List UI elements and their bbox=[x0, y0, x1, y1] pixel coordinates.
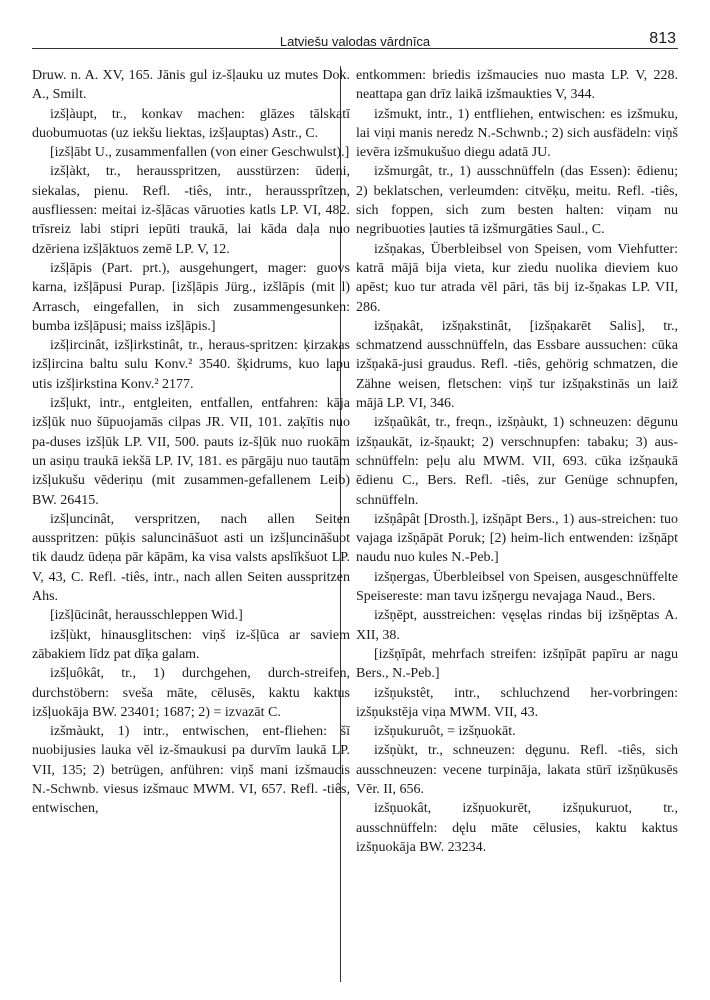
dictionary-entry: izšļircinât, izšļirkstinât, tr., heraus-spritzen: ķirzakas izšļircina baltu sulu Konv.² 3540. šķidrums, kuo lapu utis izšļirkstina Konv.² 2177. bbox=[32, 338, 350, 392]
dictionary-entry: izšņuokât, izšņuokurēt, izšņukuruot, tr., ausschnüffeln: dęlu māte cēlusies, kaktu kaktus izšņuokāja BW. 23234. bbox=[356, 801, 678, 855]
dictionary-entry: Druw. n. A. XV, 165. Jānis gul iz-šļauku uz mutes Dok. A., Smilt. bbox=[32, 68, 350, 103]
dictionary-entry: izšņùkt, tr., schneuzen: dęgunu. Refl. -tiês, sich ausschneuzen: vecene turpināja, lakata stūrī izšņūkusēs Vēr. II, 656. bbox=[356, 743, 678, 797]
dictionary-entry: izšņakât, izšņakstinât, [izšņakarēt Salis], tr., schmatzend ausschnüffeln, das Essbare aussuchen: cūka izšņakā-jusi graudus. Refl. -tiês, gehörig schmatzen, die Zähne weisen, fletschen: viņš tur izšņakstinās un laiž mājā LP. VI, 346. bbox=[356, 318, 678, 412]
dictionary-entry: izšņakas, Überbleibsel von Speisen, vom Viehfutter: katrā mājā bija vieta, kur ziedu nuolika dieviem kuo apēst; kuo tur atrada vēl pāri, tās bij iz-šņakas LP. VII, 286. bbox=[356, 241, 678, 315]
dictionary-entry: izšņukstêt, intr., schluchzend her-vorbringen: izšņukstēja viņa MWM. VII, 43. bbox=[356, 685, 678, 720]
dictionary-entry: [izšļābt U., zusammenfallen (von einer Geschwulst).] bbox=[50, 145, 350, 161]
running-title: Latviešu valodas vārdnīca bbox=[279, 34, 431, 49]
dictionary-entry: izšļùkt, hinausglitschen: viņš iz-šļūca ar saviem zābakiem līdz pat dīķa galam. bbox=[32, 627, 350, 662]
left-column bbox=[32, 66, 350, 992]
page-number: 813 bbox=[649, 30, 676, 47]
dictionary-entry: izšļàupt, tr., konkav machen: glāzes tālskatī duobumuotas (uz iekšu liektas, izšļauptas) Astr., C. bbox=[32, 106, 350, 141]
dictionary-entry: izšņaũkât, tr., freqn., izšņàukt, 1) schneuzen: dēgunu izšņaukāt, iz-šņaukt; 2) verschnupfen: tabaku; 3) aus-schnüffeln: peļu alu MWM. VII, 693. cūka izšņaukā ēdienu C., Bers. Refl. -tiês, zur Genüge schnupfen, schnüffeln. bbox=[356, 415, 678, 508]
dictionary-entry: izšņukuruôt, = izšņuokāt. bbox=[374, 724, 516, 740]
dictionary-entry: [izšļūcinât, herausschleppen Wid.] bbox=[50, 608, 243, 624]
dictionary-entry: izšņâpât [Drosth.], izšņāpt Bers., 1) aus-streichen: tuo vajaga izšņāpāt Poruk; [2) heim-lich entwenden: izšņāpt naudu nuo kules N.-Peb.] bbox=[356, 511, 678, 566]
dictionary-entry: izšņēpt, ausstreichen: vęsęlas rindas bij izšņēptas A. XII, 38. bbox=[356, 608, 678, 643]
dictionary-entry: [izšņīpât, mehrfach streifen: izšņīpāt papīru ar nagu Bers., N.-Peb.] bbox=[356, 646, 678, 682]
dictionary-entry: izšļuncinât, verspritzen, nach allen Seiten ausspritzen: pūķis saluncināšuot asti un izšļuncināšuot tik daudz ūdeņa pār kāpām, ka visa valsts apslīkšuot LP. V, 43, C. Refl. -tiês, intr., nach allen Seiten ausspritzen Ahs. bbox=[32, 511, 350, 605]
page-header bbox=[32, 8, 678, 49]
right-column bbox=[356, 66, 678, 992]
dictionary-entry: izšļukt, intr., entgleiten, entfallen, entfahren: kāja izšļūk nuo šūpuojamās cilpas JR. VII, 101. zaķītis nuo pa-duses izšļūk LP. VII, 500. pauts iz-šļūk nuo ruokām un asiņu traukā iekšā LP. IV, 181. es pārgāju nuo tautām izšļukušu vēderiņu (mit zusammen-gefallenem Leib) BW. 26415. bbox=[32, 396, 350, 508]
dictionary-entry: entkommen: briedis izšmaucies nuo masta LP. V, 228. neattapa gan drīz laikā izšmaukties V, 344. bbox=[356, 68, 678, 103]
dictionary-entry: izšļàkt, tr., herausspritzen, ausstürzen: ūdeni, siekalas, pienu. Refl. -tiês, intr., heraussprîtzen, ausfliessen: meitai iz-šļācas vāruoties katls LP. VI, 482. trīsreiz labi stipri iepūti traukā, lai kāda daļa nuo dzēriena izšļāktuos zemē LP. V, 12. bbox=[32, 164, 350, 257]
dictionary-entry: izšmurgât, tr., 1) ausschnüffeln (das Essen): ēdienu; 2) beklatschen, verleumden: citvēķu, meitu. Refl. -tiês, sich foppen, sich zum besten halten: viņam nu negribuoties ļauties tā izšmurgāties Saul., C. bbox=[356, 164, 678, 238]
dictionary-entry: izšļuôkât, tr., 1) durchgehen, durch-streifen, durchstöbern: sveša māte, cēlusēs, kaktu kaktus izšļuokāja BW. 23401; 1687; 2) = izvazāt C. bbox=[32, 666, 350, 720]
dictionary-entry: izšņergas, Überbleibsel von Speisen, ausgeschnüffelte Speisereste: man tavu izšņergu nevajaga Naud., Bers. bbox=[356, 569, 678, 605]
dictionary-entry: izšļāpis (Part. prt.), ausgehungert, mager: guovs karna, izšļāpusi Purap. [izšļāpis Jürg., izšlāpis (mit l) Arrasch, eingefallen, in sich zusammengesunken: bumba izšļāpusi; maiss izšļāpis.] bbox=[32, 260, 350, 334]
dictionary-entry: izšmukt, intr., 1) entfliehen, entwischen: es izšmuku, lai viņi manis neredz N.-Schwnb.; 2) sich ausfädeln: viņš ievēra izšmukušuo diegu adatā JU. bbox=[356, 106, 678, 161]
dictionary-entry: izšmàukt, 1) intr., entwischen, ent-fliehen: šī nuobijusies lauka vēl iz-šmaukusi pa durvīm laukā LP. VII, 135; 2) betrügen, anführen: viņš mani izšmaucis N.-Schwnb. viesus izšmauc MWM. VI, 657. Refl. -tiês, entwischen, bbox=[32, 724, 350, 817]
